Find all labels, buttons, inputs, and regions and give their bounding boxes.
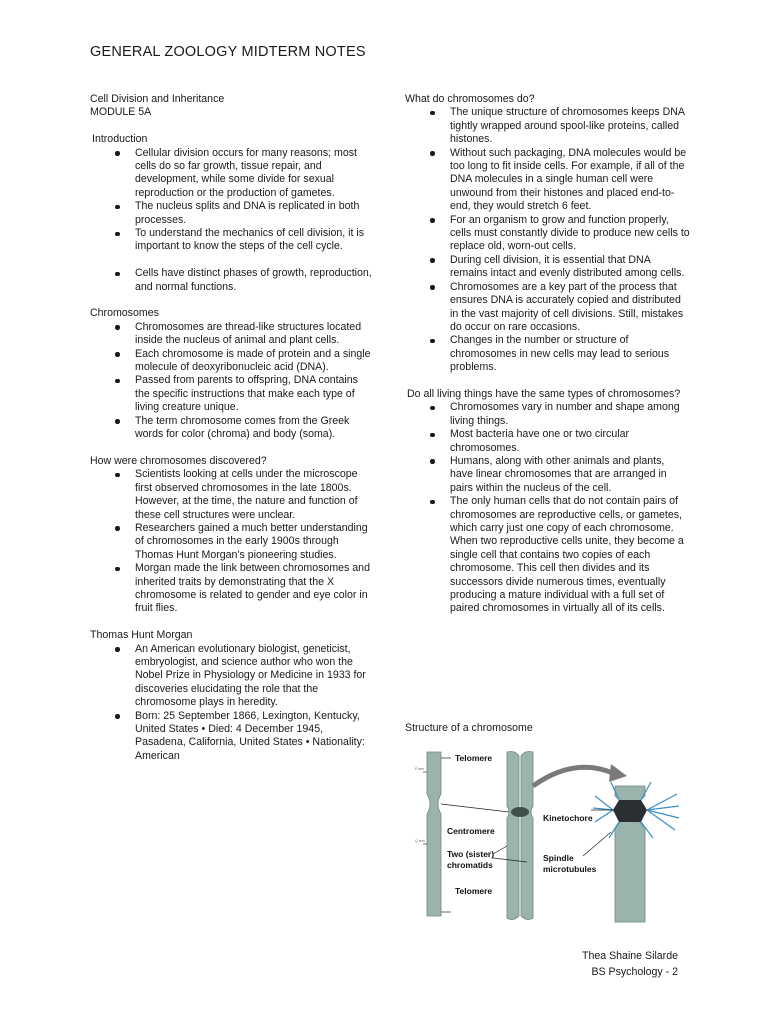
bullet-list [90, 321, 372, 442]
list-item: Researchers gained a much better understanding of chromosomes in the early 1900s through Thomas Hunt Morgan's pioneering studies. [135, 522, 372, 562]
module-number: MODULE 5A [90, 106, 152, 119]
list-item: Born: 25 September 1866, Lexington, Kentucky, United States • Died: 4 December 1945, Pasadena, California, United States • Nationality: American [135, 710, 372, 764]
section-title: Introduction [92, 133, 148, 146]
list-item: Morgan made the link between chromosomes and inherited traits by demonstrating that the X chromosome is related to gender and eye color in fruit flies. [135, 562, 372, 616]
q-arm-label: Q arm [415, 839, 425, 843]
right-column [405, 93, 690, 629]
section-chromosomes [90, 307, 372, 441]
sister-chromatids-label-1: Two (sister) [447, 849, 495, 859]
section-title: Chromosomes [90, 307, 159, 320]
section-title: How were chromosomes discovered? [90, 454, 267, 467]
author-course: BS Psychology - 2 [591, 966, 678, 978]
x-chromosome-left-chromatid [507, 752, 519, 920]
magnified-chromatid-bottom [615, 816, 645, 922]
list-item: Without such packaging, DNA molecules would be too long to fit inside cells. For example, if all of the DNA molecules in a single human cell were unwound from their histones and placed end-to-end, they would stretch 6 feet. [450, 147, 690, 214]
author-name: Thea Shaine Silarde [582, 950, 678, 962]
list-item: An American evolutionary biologist, geneticist, embryologist, and science author who won the Nobel Prize in Physiology or Medicine in 1933 for discoveries elucidating the role that the chromosome plays in heredity. [135, 643, 372, 710]
list-item: Changes in the number or structure of chromosomes in new cells may lead to serious problems. [450, 334, 690, 374]
section-introduction [90, 133, 372, 294]
section-title: Do all living things have the same types of chromosomes? [407, 387, 681, 400]
chromosome-figure-block [405, 722, 685, 896]
list-item: Scientists looking at cells under the microscope first observed chromosomes in the late 1800s. However, at the time, the nature and function of these cell structures were unclear. [135, 468, 372, 522]
bullet-list [405, 401, 690, 616]
left-column [90, 93, 372, 777]
chromosome-diagram [415, 746, 680, 926]
centromere-label: Centromere [447, 826, 495, 836]
centromere-shape [511, 807, 529, 817]
module-heading: Cell Division and Inheritance [90, 93, 225, 105]
list-item: To understand the mechanics of cell division, it is important to know the steps of the cell cycle. [135, 227, 372, 254]
list-item: Chromosomes are thread-like structures located inside the nucleus of animal and plant cells. [135, 321, 372, 348]
page-title: GENERAL ZOOLOGY MIDTERM NOTES [90, 44, 366, 60]
kinetochore-label: Kinetochore [543, 813, 593, 823]
list-item: The unique structure of chromosomes keeps DNA tightly wrapped around spool-like proteins, called histones. [450, 106, 690, 146]
telomere-bottom-label: Telomere [455, 886, 493, 896]
spindle-label-1: Spindle [543, 853, 574, 863]
bullet-list [90, 643, 372, 764]
list-item: Humans, along with other animals and plants, have linear chromosomes that are arranged in pairs within the nucleus of the cell. [450, 455, 690, 495]
p-arm-label: P arm [415, 767, 425, 771]
list-item: The term chromosome comes from the Greek words for color (chroma) and body (soma). [135, 415, 372, 442]
list-item: During cell division, it is essential that DNA remains intact and evenly distributed among cells. [450, 254, 690, 281]
bullet-list [90, 468, 372, 615]
list-item: The nucleus splits and DNA is replicated in both processes. [135, 200, 372, 227]
list-item: Chromosomes are a key part of the process that ensures DNA is accurately copied and distributed in the vast majority of cell divisions. Still, mistakes do occur on rare occasions. [450, 281, 690, 335]
figure-caption: Structure of a chromosome [405, 722, 533, 734]
footer [572, 948, 678, 980]
bullet-list [90, 147, 372, 294]
list-item: Cellular division occurs for many reasons; most cells do so far growth, tissue repair, and development, while some divide for sexual reproduction or the production of gametes. [135, 147, 372, 201]
list-item: Most bacteria have one or two circular chromosomes. [450, 428, 690, 455]
sister-chromatids-label-2: chromatids [447, 860, 493, 870]
list-item: Chromosomes vary in number and shape among living things. [450, 401, 690, 428]
section-chromosome-function [405, 93, 690, 375]
bullet-list [405, 106, 690, 374]
section-living-things [405, 388, 690, 616]
kinetochore-shape [613, 800, 647, 822]
left-chromatid [427, 752, 441, 916]
telomere-top-label: Telomere [455, 753, 493, 763]
list-item: Passed from parents to offspring, DNA contains the specific instructions that make each type of living creature unique. [135, 374, 372, 414]
section-discovery [90, 455, 372, 616]
section-title: What do chromosomes do? [405, 93, 535, 105]
list-item: The only human cells that do not contain pairs of chromosomes are reproductive cells, or gametes, which carry just one copy of each chromosome. When two reproductive cells unite, they become a single cell that contains two copies of each chromosome. This cell then divides and its successors divide numerous times, eventually producing a mature individual with a full set of paired chromosomes in virtually all of its cells. [450, 495, 690, 616]
x-chromosome-right-chromatid [521, 752, 533, 920]
spindle-label-2: microtubules [543, 864, 597, 874]
list-item: For an organism to grow and function properly, cells must constantly divide to produce new cells to replace old, worn-out cells. [450, 213, 690, 253]
section-morgan [90, 629, 372, 763]
section-title: Thomas Hunt Morgan [90, 629, 193, 642]
list-item: Cells have distinct phases of growth, reproduction, and normal functions. [135, 267, 372, 293]
list-item: Each chromosome is made of protein and a single molecule of deoxyribonucleic acid (DNA). [135, 347, 371, 374]
